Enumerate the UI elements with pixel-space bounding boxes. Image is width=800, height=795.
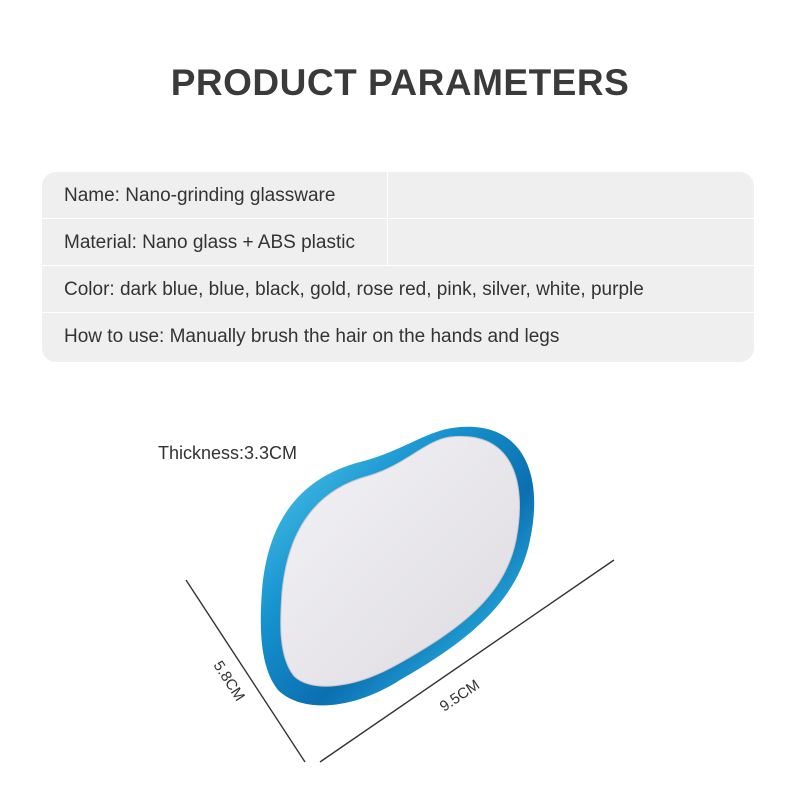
width-label: 5.8CM xyxy=(209,657,248,705)
parameter-color: Color: dark blue, blue, black, gold, rose red, pink, silver, white, purple xyxy=(64,279,644,300)
thickness-label: Thickness:3.3CM xyxy=(158,443,298,463)
parameter-material: Material: Nano glass + ABS plastic xyxy=(64,232,355,253)
parameter-usage: How to use: Manually brush the hair on the hands and legs xyxy=(64,326,560,347)
parameter-name: Name: Nano-grinding glassware xyxy=(64,185,336,206)
page-title: PRODUCT PARAMETERS xyxy=(170,62,630,103)
length-label: 9.5CM xyxy=(436,676,483,716)
